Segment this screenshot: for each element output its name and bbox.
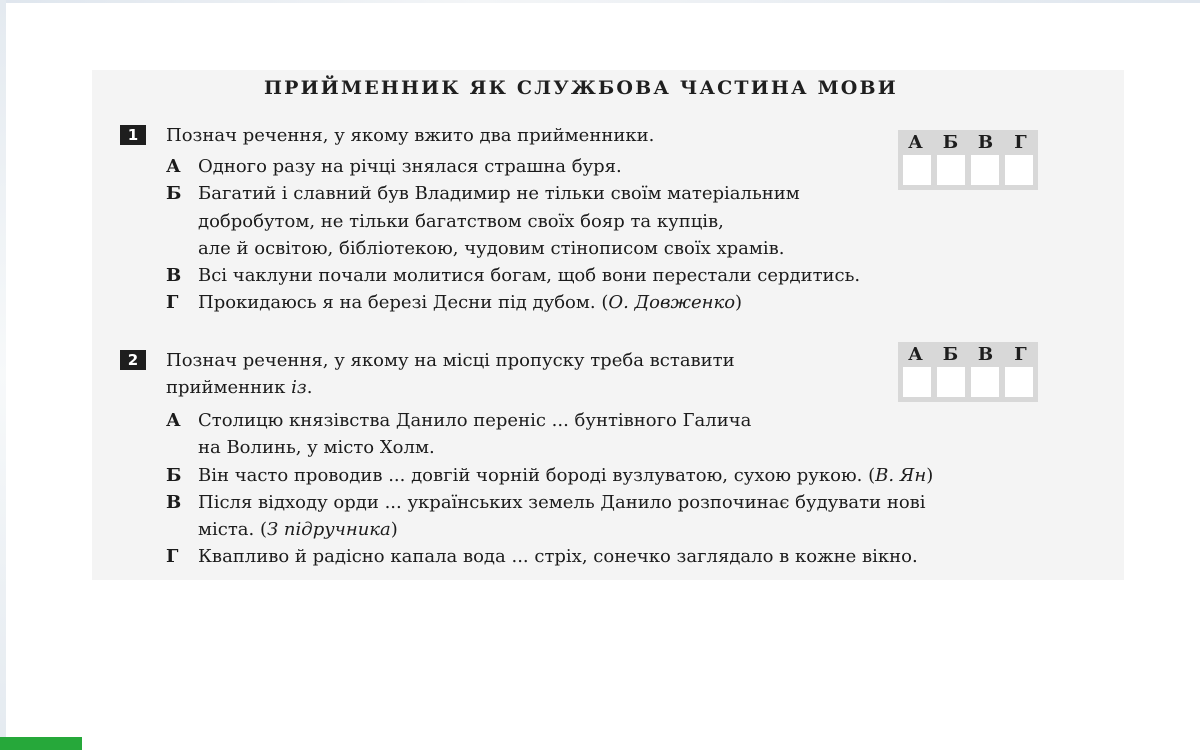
closing-paren: ): [926, 464, 934, 486]
option-letter: Б: [166, 183, 182, 205]
option-text: Квапливо й радісно капала вода ... стріх, сонечко заглядало в кожне вікно.: [198, 546, 918, 568]
option-g[interactable]: [166, 289, 1046, 316]
answer-cell-b[interactable]: [937, 367, 965, 397]
option-text: [198, 180, 1046, 262]
grid-letter: В: [977, 344, 994, 365]
answer-cell-v[interactable]: [971, 367, 999, 397]
option-line: на Волинь, у місто Холм.: [198, 437, 435, 459]
option-letter: А: [166, 156, 181, 177]
option-line: Столицю князівства Данило переніс ... бунтівного Галича: [198, 410, 752, 431]
option-line: Після відходу орди ... українських земель Данило розпочинає будувати нові: [198, 491, 926, 513]
option-line: добробутом, не тільки багатством своїх бояр та купців,: [198, 210, 724, 232]
grid-letter: В: [977, 132, 994, 153]
answer-grid-2: [898, 342, 1038, 402]
grid-letter: А: [908, 344, 923, 365]
option-letter: Г: [166, 292, 179, 314]
grid-letter: Б: [942, 344, 959, 365]
page-left-edge: [0, 0, 6, 750]
option-letter: В: [166, 491, 182, 513]
option-b[interactable]: [166, 180, 1046, 262]
option-text: Всі чаклуни почали молитися богам, щоб вони перестали сердитись.: [198, 265, 861, 287]
answer-options: [166, 407, 1046, 571]
option-text: [198, 462, 1046, 489]
answer-cell-b[interactable]: [937, 155, 965, 185]
question-keyword: із: [291, 377, 307, 398]
task-question: [166, 347, 846, 401]
answer-grid-1: [898, 130, 1038, 190]
question-line: Познач речення, у якому на місці пропуску треба вставити: [166, 350, 735, 371]
page-top-edge: [0, 0, 1200, 3]
option-letter: В: [166, 265, 182, 287]
option-main-text: Він часто проводив ... довгій чорній бороді вузлуватою, сухою рукою. (: [198, 464, 876, 486]
question-line: Познач речення, у якому вжито два прийменники.: [166, 125, 655, 146]
answer-grid-header: [898, 130, 1038, 154]
option-line: Багатий і славний був Владимир не тільки своїм матеріальним: [198, 183, 800, 205]
option-v[interactable]: [166, 489, 1046, 544]
option-text: Одного разу на річці знялася страшна буря.: [198, 156, 622, 177]
closing-paren: ): [390, 519, 398, 541]
answer-cell-g[interactable]: [1005, 155, 1033, 185]
corner-green-strip: [0, 737, 82, 750]
source-author: О. Довженко: [608, 292, 736, 314]
grid-letter: Г: [1014, 344, 1027, 365]
option-line: але й освітою, бібліотекою, чудовим стінописом своїх храмів.: [198, 237, 785, 259]
option-line-prefix: міста. (: [198, 519, 267, 541]
answer-cell-a[interactable]: [903, 155, 931, 185]
grid-letter: А: [908, 132, 923, 153]
question-line-prefix: прийменник: [166, 377, 292, 398]
option-b[interactable]: [166, 462, 1046, 489]
option-letter: Б: [166, 464, 182, 486]
option-text: [198, 407, 1046, 462]
option-text: [198, 289, 1046, 316]
option-a[interactable]: [166, 407, 1046, 462]
option-v[interactable]: [166, 262, 1046, 289]
grid-letter: Г: [1014, 132, 1027, 153]
question-line-suffix: .: [306, 377, 313, 398]
answer-cell-g[interactable]: [1005, 367, 1033, 397]
page-title: ПРИЙМЕННИК ЯК СЛУЖБОВА ЧАСТИНА МОВИ: [264, 77, 898, 99]
task-number: 2: [120, 350, 146, 370]
option-text: [198, 489, 1046, 544]
task-question: [166, 122, 846, 149]
task-number: 1: [120, 125, 146, 145]
option-letter: А: [166, 410, 181, 431]
source-author: В. Ян: [875, 464, 927, 486]
answer-grid-header: [898, 342, 1038, 366]
source-author: З підручника: [267, 519, 391, 541]
grid-letter: Б: [942, 132, 959, 153]
answer-cell-v[interactable]: [971, 155, 999, 185]
option-main-text: Прокидаюсь я на березі Десни під дубом. (: [198, 292, 609, 314]
closing-paren: ): [735, 292, 743, 314]
option-g[interactable]: [166, 543, 1046, 570]
answer-cell-a[interactable]: [903, 367, 931, 397]
option-letter: Г: [166, 546, 179, 568]
